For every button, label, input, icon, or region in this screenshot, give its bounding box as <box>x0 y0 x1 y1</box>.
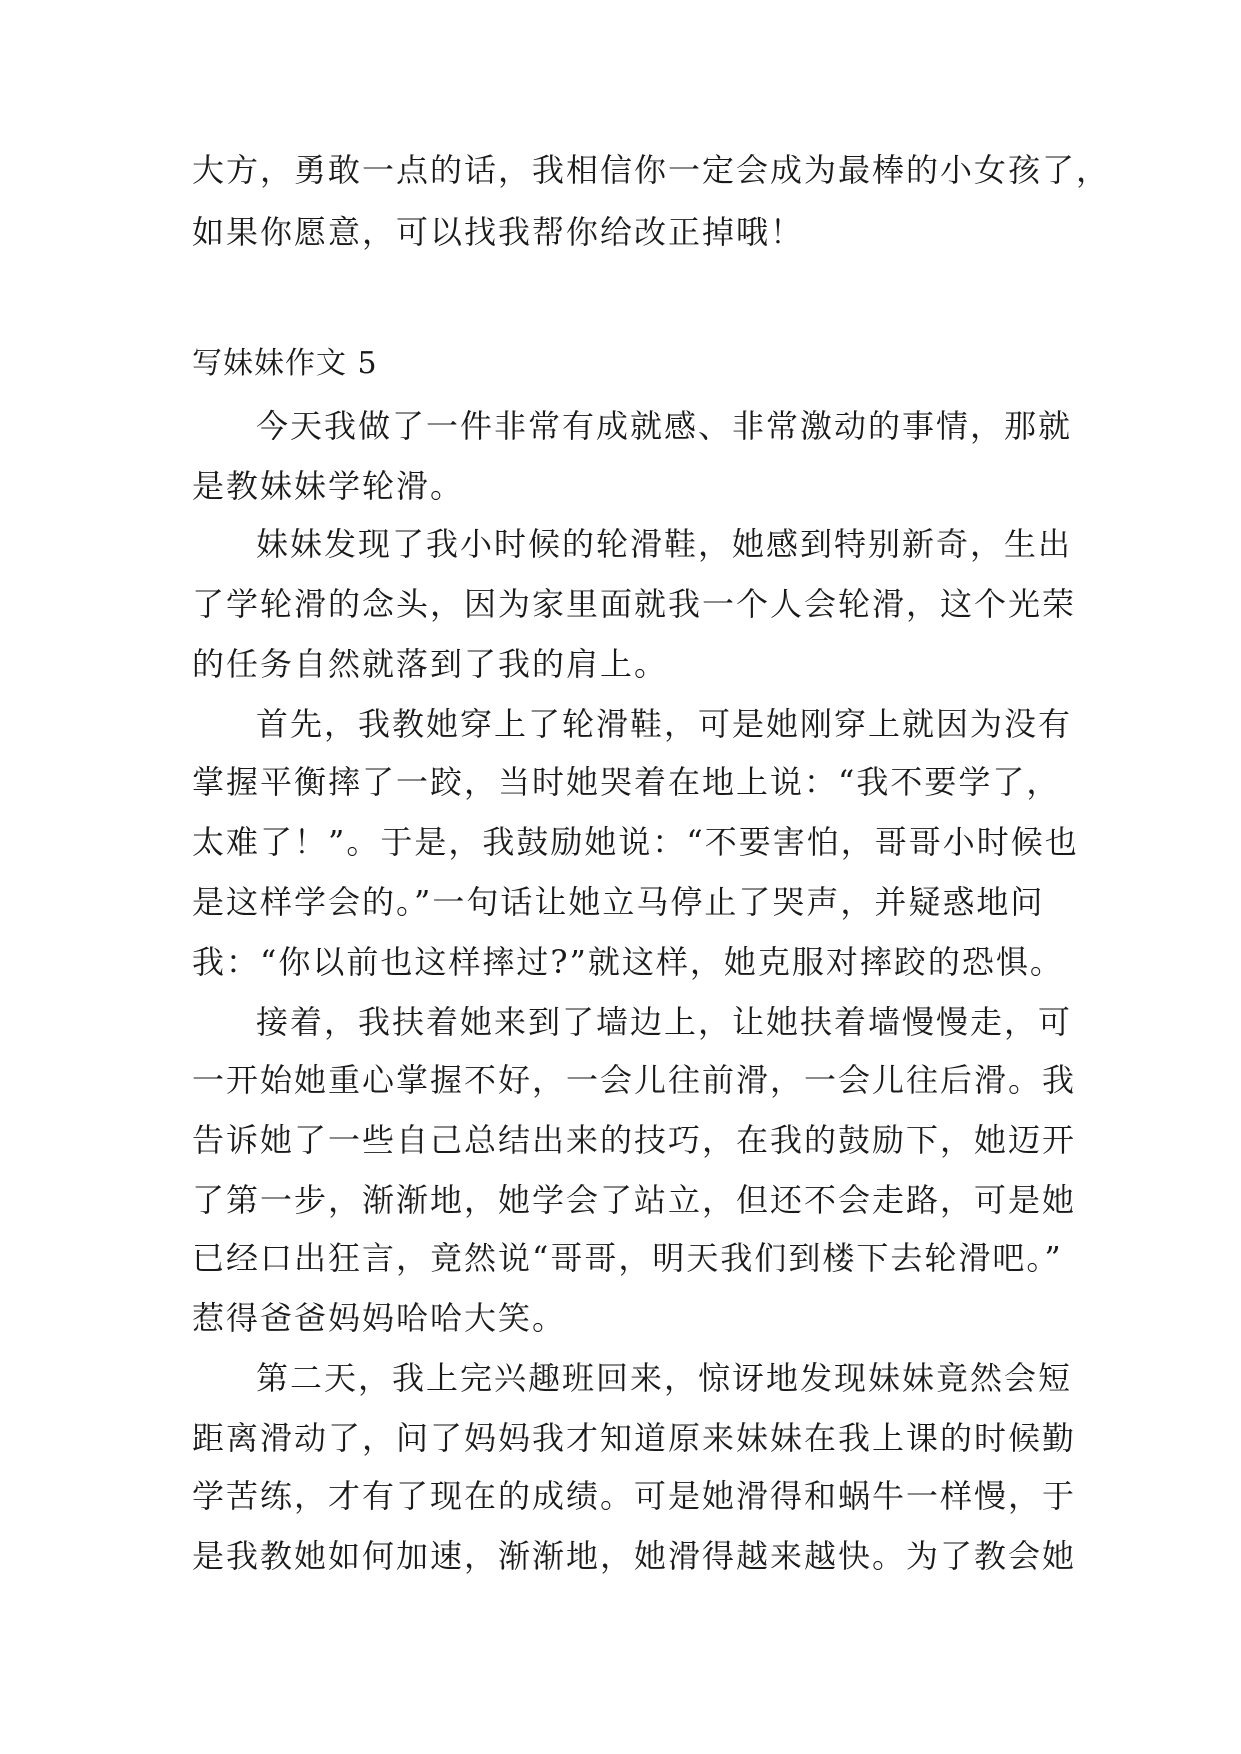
paragraph-line: 是这样学会的。”一句话让她立马停止了哭声，并疑惑地问 <box>192 883 1045 921</box>
intro-line: 大方，勇敢一点的话，我相信你一定会成为最棒的小女孩了， <box>192 151 1111 189</box>
paragraph-line: 惹得爸爸妈妈哈哈大笑。 <box>192 1299 567 1337</box>
intro-line: 如果你愿意，可以找我帮你给改正掉哦！ <box>192 213 805 251</box>
paragraph-line: 了学轮滑的念头，因为家里面就我一个人会轮滑，这个光荣 <box>192 585 1077 623</box>
paragraph-line: 我：“你以前也这样摔过?”就这样，她克服对摔跤的恐惧。 <box>192 943 1064 981</box>
paragraph-line: 一开始她重心掌握不好，一会儿往前滑，一会儿往后滑。我 <box>192 1061 1077 1099</box>
paragraph-line: 掌握平衡摔了一跤，当时她哭着在地上说：“我不要学了， <box>192 763 1061 801</box>
paragraph-line: 已经口出狂言，竟然说“哥哥，明天我们到楼下去轮滑吧。” <box>192 1239 1063 1277</box>
paragraph-line: 了第一步，渐渐地，她学会了站立，但还不会走路，可是她 <box>192 1181 1077 1219</box>
paragraph-line: 第二天，我上完兴趣班回来，惊讶地发现妹妹竟然会短 <box>256 1359 1073 1397</box>
paragraph-line: 距离滑动了，问了妈妈我才知道原来妹妹在我上课的时候勤 <box>192 1419 1077 1457</box>
paragraph-line: 妹妹发现了我小时候的轮滑鞋，她感到特别新奇，生出 <box>256 525 1073 563</box>
paragraph-line: 学苦练，才有了现在的成绩。可是她滑得和蜗牛一样慢，于 <box>192 1477 1077 1515</box>
paragraph-line: 是我教她如何加速，渐渐地，她滑得越来越快。为了教会她 <box>192 1537 1077 1575</box>
paragraph-line: 是教妹妹学轮滑。 <box>192 467 465 505</box>
paragraph-line: 的任务自然就落到了我的肩上。 <box>192 645 669 683</box>
section-title: 写妹妹作文 5 <box>192 346 378 381</box>
paragraph-line: 告诉她了一些自己总结出来的技巧，在我的鼓励下，她迈开 <box>192 1121 1077 1159</box>
paragraph-line: 接着，我扶着她来到了墙边上，让她扶着墙慢慢走，可 <box>256 1003 1073 1041</box>
paragraph-line: 太难了！”。于是，我鼓励她说：“不要害怕，哥哥小时候也 <box>192 823 1079 861</box>
paragraph-line: 今天我做了一件非常有成就感、非常激动的事情，那就 <box>256 407 1073 445</box>
paragraph-line: 首先，我教她穿上了轮滑鞋，可是她刚穿上就因为没有 <box>256 705 1073 743</box>
